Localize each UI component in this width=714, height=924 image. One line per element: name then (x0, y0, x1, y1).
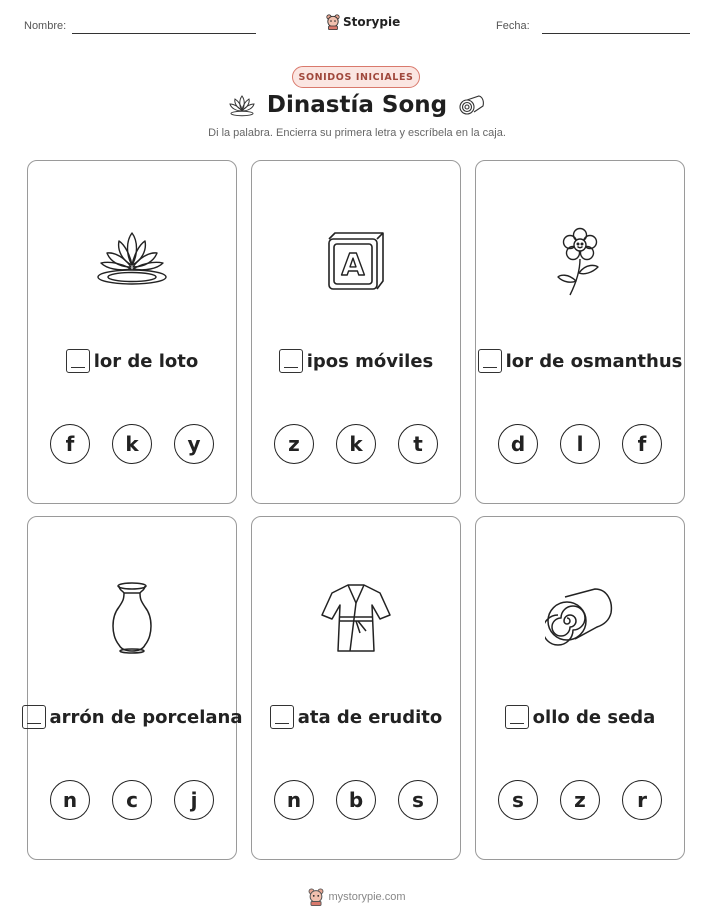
letter-choice[interactable]: s (498, 780, 538, 820)
letter-choice[interactable]: n (274, 780, 314, 820)
letter-choices (252, 780, 460, 820)
letter-choices (28, 780, 236, 820)
instructions: Di la palabra. Encierra su primera letra y escríbela en la caja. (208, 127, 506, 139)
word-row (476, 705, 684, 729)
word-card-6 (475, 516, 685, 860)
word-text: lor de loto (93, 350, 199, 372)
vase-icon (107, 581, 157, 655)
name-line[interactable] (72, 33, 256, 34)
letter-choice[interactable]: z (274, 424, 314, 464)
answer-box[interactable] (505, 705, 529, 729)
answer-box[interactable] (66, 349, 90, 373)
word-text: ipos móviles (306, 350, 434, 372)
letter-choice[interactable]: t (398, 424, 438, 464)
answer-box[interactable] (22, 705, 46, 729)
block-letter: A (341, 248, 365, 283)
letter-choice[interactable]: j (174, 780, 214, 820)
word-card-4 (27, 516, 243, 860)
name-label: Nombre: (24, 20, 67, 32)
word-row (252, 349, 460, 373)
title-row (0, 92, 714, 118)
letter-choice[interactable]: n (50, 780, 90, 820)
date-label: Fecha: (496, 20, 530, 32)
answer-box[interactable] (478, 349, 502, 373)
brand-logo (326, 14, 400, 30)
topic-badge: SONIDOS INICIALES (292, 66, 420, 88)
silk-roll-small-icon (457, 92, 487, 118)
word-card-2 (251, 160, 461, 504)
letter-choice[interactable]: f (622, 424, 662, 464)
word-text: ollo de seda (532, 706, 656, 728)
letter-choice[interactable]: b (336, 780, 376, 820)
brand-name: Storypie (343, 15, 401, 29)
letter-choice[interactable]: z (560, 780, 600, 820)
letter-block-icon (321, 227, 391, 297)
word-card-3 (475, 160, 685, 504)
page-title: Dinastía Song (266, 92, 448, 118)
lotus-small-icon (227, 92, 257, 118)
letter-choices (252, 424, 460, 464)
word-row (252, 705, 460, 729)
flower-icon (552, 227, 608, 299)
letter-choices (28, 424, 236, 464)
word-row (28, 705, 243, 729)
word-row (28, 349, 236, 373)
footer-url[interactable]: mystorypie.com (328, 891, 406, 903)
date-line[interactable] (542, 33, 690, 34)
word-card-5 (251, 516, 461, 860)
lotus-icon (95, 227, 169, 293)
robe-icon (320, 581, 392, 655)
answer-box[interactable] (270, 705, 294, 729)
word-text: ata de erudito (297, 706, 443, 728)
word-row (476, 349, 684, 373)
bear-mascot-icon (308, 888, 324, 906)
letter-choice[interactable]: s (398, 780, 438, 820)
letter-choice[interactable]: f (50, 424, 90, 464)
word-text: arrón de porcelana (49, 706, 243, 728)
letter-choices (476, 780, 684, 820)
letter-choice[interactable]: c (112, 780, 152, 820)
silk-roll-icon (545, 587, 615, 647)
letter-choice[interactable]: d (498, 424, 538, 464)
word-card-1 (27, 160, 237, 504)
answer-box[interactable] (279, 349, 303, 373)
word-text: lor de osmanthus (505, 350, 683, 372)
letter-choice[interactable]: y (174, 424, 214, 464)
letter-choice[interactable]: k (336, 424, 376, 464)
bear-mascot-icon (326, 14, 340, 30)
letter-choice[interactable]: k (112, 424, 152, 464)
footer (0, 888, 714, 906)
letter-choice[interactable]: l (560, 424, 600, 464)
letter-choices (476, 424, 684, 464)
letter-choice[interactable]: r (622, 780, 662, 820)
